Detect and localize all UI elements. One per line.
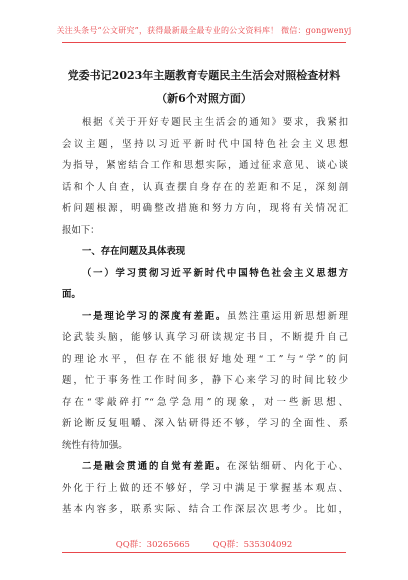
section-heading: 一、存在问题及具体表现	[82, 246, 186, 257]
intro-line: 为指导，紧密结合工作和思想实际，通过征求意见、谈心谈	[62, 160, 348, 171]
footer-qq-group-2: QQ群：535304092	[212, 540, 293, 550]
header-banner: 关注头条号“公文研究”，获得最新最全最专业的公文资料库！ 微信：gongwenyj	[56, 26, 352, 35]
document-title: 党委书记2023年主题教育专题民主生活会对照检查材料	[67, 69, 341, 82]
footer-divider	[62, 552, 346, 553]
point-lead: 一是理论学习的深度有差距。	[82, 310, 228, 322]
point-first-line	[62, 456, 348, 478]
point-text: 在深钻细研、内化于心、	[227, 461, 348, 472]
point-line: 的理论水平，但存在不能很好地处理“工”与“学”的问	[62, 353, 348, 365]
footer-contacts	[0, 538, 408, 550]
point-lead: 二是融会贯通的自觉有差距。	[82, 461, 228, 472]
point-text: 虽然注重运用新思想新理	[227, 310, 348, 322]
intro-line: 会议主题，坚持以习近平新时代中国特色社会主义思想	[62, 138, 348, 150]
point-line: 存在“零敲碎打”“急学急用”的现象，对一些新思想、	[62, 396, 348, 408]
document-body	[62, 112, 348, 521]
subsection-heading: 面。	[62, 289, 81, 300]
point-line: 论武装头脑，能够认真学习研读规定书目，不断提升自己	[62, 332, 348, 343]
header-divider	[62, 42, 346, 43]
point-line: 题，忙于事务性工作时间多，静下心来学习的时间比较少	[62, 375, 348, 386]
point-line: 基本内容多，联系实际、结合工作深层次思考少。比如，	[62, 504, 348, 515]
intro-line: 报如下：	[62, 224, 100, 236]
subsection-heading: （一）学习贯彻习近平新时代中国特色社会主义思想方	[82, 267, 348, 279]
intro-line: 话和个人自查，认真查摆自身存在的差距和不足，深刻剖	[62, 181, 348, 193]
point-line: 统性有待加强。	[62, 439, 128, 451]
point-line: 外化于行上做的还不够好，学习中满足于掌握基本观点、	[62, 482, 348, 494]
point-line: 新论断反复咀嚼、深入钻研得还不够，学习的全面性、系	[62, 418, 348, 429]
intro-line: 根据《关于开好专题民主生活会的通知》要求，我紧扣	[82, 117, 348, 128]
intro-line: 析问题根源，明确整改措施和努力方向，现将有关情况汇	[62, 203, 348, 214]
point-first-line	[62, 306, 348, 328]
footer-qq-group-1: QQ群：30265665	[115, 540, 190, 550]
document-subtitle: （新6个对照方面）	[156, 92, 252, 105]
